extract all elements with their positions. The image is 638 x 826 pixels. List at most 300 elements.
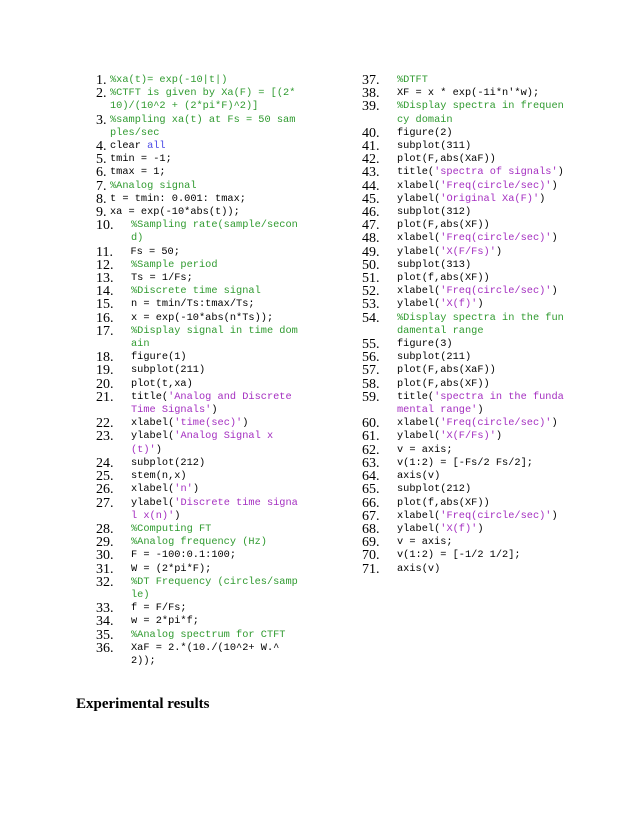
code-line bbox=[96, 180, 298, 193]
line-number: 39. bbox=[362, 99, 380, 115]
code-text bbox=[131, 298, 298, 311]
line-number: 4. bbox=[96, 139, 107, 155]
code-token: ylabel( bbox=[397, 245, 441, 258]
line-number: 17. bbox=[96, 323, 114, 339]
line-number-gap bbox=[380, 510, 398, 523]
line-number: 50. bbox=[362, 257, 380, 273]
code-text bbox=[131, 272, 298, 285]
code-text bbox=[110, 87, 298, 113]
line-number-gap bbox=[114, 497, 132, 510]
code-text bbox=[131, 549, 298, 562]
code-line bbox=[96, 549, 298, 562]
line-number-gap bbox=[114, 219, 132, 232]
code-text bbox=[397, 417, 568, 430]
code-text bbox=[397, 140, 568, 153]
code-text bbox=[397, 470, 568, 483]
code-token: v(1:2) = [-Fs/2 Fs/2]; bbox=[397, 456, 533, 469]
code-text bbox=[131, 378, 298, 391]
code-text bbox=[110, 74, 298, 87]
code-token: xlabel( bbox=[397, 285, 441, 298]
code-text bbox=[397, 166, 568, 179]
line-number-gap bbox=[114, 629, 132, 642]
code-token: tmax = 1; bbox=[110, 166, 166, 179]
code-token: figure(1) bbox=[131, 351, 187, 364]
line-number: 49. bbox=[362, 244, 380, 260]
code-line bbox=[96, 378, 298, 391]
code-token: subplot(212) bbox=[397, 483, 472, 496]
code-text bbox=[131, 576, 298, 602]
code-line bbox=[362, 312, 568, 338]
code-text bbox=[110, 140, 298, 153]
line-number-gap bbox=[114, 391, 132, 404]
code-text bbox=[131, 259, 298, 272]
line-number-gap bbox=[114, 298, 132, 311]
code-token: ) bbox=[174, 509, 181, 522]
code-comment: %CTFT is given by Xa(F) = [(2*10)/(10^2 + (2*pi*F)^2)] bbox=[110, 87, 296, 113]
code-token: xlabel( bbox=[397, 179, 441, 192]
line-number: 33. bbox=[96, 601, 114, 617]
code-text bbox=[131, 417, 298, 430]
line-number: 27. bbox=[96, 495, 114, 511]
line-number: 68. bbox=[362, 521, 380, 537]
line-number: 9. bbox=[96, 205, 107, 221]
code-string: 'Freq(circle/sec)' bbox=[440, 285, 552, 298]
code-text bbox=[131, 497, 298, 523]
code-comment: %sampling xa(t) at Fs = 50 samples/sec bbox=[110, 113, 296, 139]
code-comment: %Analog signal bbox=[110, 179, 197, 192]
code-text bbox=[131, 312, 298, 325]
code-line bbox=[362, 510, 568, 523]
code-token: ) bbox=[495, 430, 503, 443]
line-number: 45. bbox=[362, 191, 380, 207]
code-token: ) bbox=[551, 179, 558, 192]
code-line bbox=[96, 642, 298, 668]
code-token: ylabel( bbox=[397, 430, 441, 443]
line-number-gap bbox=[380, 444, 398, 457]
code-comment: %Display spectra in frequency domain bbox=[397, 100, 564, 126]
line-number: 65. bbox=[362, 482, 380, 498]
code-text bbox=[397, 74, 568, 87]
line-number-gap bbox=[114, 642, 132, 655]
code-comment: %Computing FT bbox=[131, 522, 212, 535]
code-text bbox=[397, 87, 568, 100]
code-text bbox=[110, 193, 298, 206]
code-text bbox=[131, 523, 298, 536]
line-number-gap bbox=[114, 312, 132, 325]
code-text bbox=[110, 180, 298, 193]
code-text bbox=[131, 483, 298, 496]
line-number: 20. bbox=[96, 376, 114, 392]
code-line bbox=[96, 430, 298, 456]
code-string: 'Freq(circle/sec)' bbox=[440, 232, 552, 245]
line-number: 31. bbox=[96, 561, 114, 577]
code-token: w = 2*pi*f; bbox=[131, 615, 199, 628]
code-text bbox=[397, 180, 568, 193]
line-number: 30. bbox=[96, 548, 114, 564]
code-token: subplot(312) bbox=[397, 206, 472, 219]
code-text bbox=[397, 338, 568, 351]
code-text bbox=[397, 232, 568, 245]
code-token: plot(F,abs(XF)) bbox=[397, 219, 490, 232]
code-line bbox=[96, 312, 298, 325]
line-number: 54. bbox=[362, 310, 380, 326]
line-number-gap bbox=[380, 364, 398, 377]
line-number: 64. bbox=[362, 469, 380, 485]
code-text bbox=[397, 100, 568, 126]
code-token: f = F/Fs; bbox=[131, 602, 187, 615]
code-line bbox=[362, 391, 568, 417]
line-number: 37. bbox=[362, 73, 380, 88]
code-token: ylabel( bbox=[397, 522, 441, 535]
line-number-gap bbox=[380, 100, 398, 113]
line-number: 11. bbox=[96, 244, 113, 260]
code-text bbox=[397, 285, 568, 298]
code-token: subplot(313) bbox=[397, 258, 472, 271]
code-token: ) bbox=[242, 417, 249, 430]
code-text bbox=[130, 246, 298, 259]
line-number: 51. bbox=[362, 271, 380, 287]
line-number-gap bbox=[380, 549, 398, 562]
code-comment: %xa(t)= exp(-10|t|) bbox=[110, 74, 228, 86]
code-text bbox=[397, 444, 568, 457]
line-number: 6. bbox=[96, 165, 107, 181]
code-text bbox=[397, 351, 568, 364]
code-text bbox=[131, 602, 298, 615]
code-line bbox=[362, 430, 568, 443]
code-text bbox=[397, 127, 568, 140]
code-token: subplot(212) bbox=[131, 456, 206, 469]
code-token: subplot(211) bbox=[131, 364, 206, 377]
line-number: 44. bbox=[362, 178, 380, 194]
code-line bbox=[96, 193, 298, 206]
code-string: 'n' bbox=[174, 483, 193, 496]
line-number: 36. bbox=[96, 640, 114, 656]
line-number: 21. bbox=[96, 389, 114, 405]
line-number-gap bbox=[114, 483, 132, 496]
code-text bbox=[131, 325, 298, 351]
code-token: ) bbox=[192, 483, 199, 496]
code-token: ylabel( bbox=[397, 192, 441, 205]
line-number: 29. bbox=[96, 535, 114, 551]
code-text bbox=[110, 206, 298, 219]
line-number-gap bbox=[380, 378, 398, 391]
line-number: 53. bbox=[362, 297, 380, 313]
code-comment: %Discrete time signal bbox=[131, 285, 261, 298]
code-token: title( bbox=[131, 390, 169, 403]
code-line bbox=[362, 100, 568, 126]
code-text bbox=[397, 483, 568, 496]
code-line bbox=[96, 114, 298, 140]
code-token: figure(3) bbox=[397, 338, 453, 351]
code-token: plot(t,xa) bbox=[131, 377, 193, 390]
code-string: 'Analog Signal x(t)' bbox=[131, 430, 274, 456]
code-text bbox=[397, 378, 568, 391]
code-line bbox=[362, 549, 568, 562]
line-number: 22. bbox=[96, 416, 114, 432]
line-number: 66. bbox=[362, 495, 380, 511]
line-number: 10. bbox=[96, 218, 114, 234]
code-token: ) bbox=[539, 192, 546, 205]
code-token: ) bbox=[211, 404, 218, 417]
line-number: 61. bbox=[362, 429, 380, 445]
code-token: xlabel( bbox=[397, 509, 441, 522]
code-line bbox=[362, 166, 568, 179]
code-line bbox=[96, 246, 298, 259]
code-comment: %Display signal in time domain bbox=[131, 324, 298, 351]
code-token: v = axis; bbox=[397, 443, 453, 456]
code-line bbox=[96, 615, 298, 628]
line-number-gap bbox=[380, 232, 398, 245]
line-number: 63. bbox=[362, 455, 380, 471]
line-number: 67. bbox=[362, 508, 380, 524]
code-token: Ts = 1/Fs; bbox=[131, 272, 193, 285]
code-token: t = tmin: 0.001: tmax; bbox=[110, 192, 246, 205]
line-number: 40. bbox=[362, 125, 380, 141]
line-number: 46. bbox=[362, 205, 380, 221]
line-number: 35. bbox=[96, 627, 114, 643]
line-number: 43. bbox=[362, 165, 380, 181]
line-number-gap bbox=[114, 576, 132, 589]
code-token: F = -100:0.1:100; bbox=[131, 549, 237, 562]
line-number: 48. bbox=[362, 231, 380, 247]
code-token: ) bbox=[155, 443, 162, 456]
code-text bbox=[397, 563, 568, 576]
code-line bbox=[362, 563, 568, 576]
code-comment: %Sampling rate(sample/second) bbox=[131, 219, 298, 245]
code-line bbox=[96, 87, 298, 113]
line-number: 41. bbox=[362, 139, 380, 155]
line-number-gap bbox=[380, 430, 398, 443]
code-token: plot(F,abs(XaF)) bbox=[397, 153, 496, 166]
code-text bbox=[397, 457, 568, 470]
line-number: 70. bbox=[362, 548, 380, 564]
line-number: 32. bbox=[96, 574, 114, 590]
code-line bbox=[96, 219, 298, 245]
line-number-gap bbox=[113, 246, 131, 259]
code-token: xlabel( bbox=[397, 417, 441, 430]
code-token: ) bbox=[551, 232, 558, 245]
code-text bbox=[131, 563, 298, 576]
code-text bbox=[397, 193, 568, 206]
code-line bbox=[96, 483, 298, 496]
code-token: ) bbox=[551, 417, 558, 430]
code-line bbox=[362, 232, 568, 245]
code-text bbox=[131, 457, 298, 470]
code-line bbox=[96, 629, 298, 642]
line-number-gap bbox=[380, 180, 398, 193]
code-line bbox=[362, 444, 568, 457]
code-token: ylabel( bbox=[131, 430, 175, 443]
code-text bbox=[131, 629, 298, 642]
code-text bbox=[131, 364, 298, 377]
line-number: 71. bbox=[362, 561, 380, 577]
code-line bbox=[96, 140, 298, 153]
code-text bbox=[397, 510, 568, 523]
code-keyword: all bbox=[147, 140, 166, 153]
code-token: xa = exp(-10*abs(t)); bbox=[110, 206, 240, 219]
code-line bbox=[362, 497, 568, 510]
code-token: subplot(211) bbox=[397, 351, 472, 364]
line-number: 56. bbox=[362, 350, 380, 366]
code-token: plot(F,abs(XaF)) bbox=[397, 364, 496, 377]
line-number: 52. bbox=[362, 284, 380, 300]
code-text bbox=[110, 166, 298, 179]
line-number: 55. bbox=[362, 337, 380, 353]
code-token: title( bbox=[397, 166, 435, 179]
line-number: 13. bbox=[96, 271, 114, 287]
code-string: 'X(F/Fs)' bbox=[440, 430, 496, 443]
code-token: plot(f,abs(XF)) bbox=[397, 496, 490, 509]
line-number-gap bbox=[114, 430, 132, 443]
code-text bbox=[131, 351, 298, 364]
code-token: v(1:2) = [-1/2 1/2]; bbox=[397, 549, 521, 562]
line-number-gap bbox=[114, 325, 132, 338]
code-token: Fs = 50; bbox=[130, 245, 180, 258]
code-token: tmin = -1; bbox=[110, 153, 172, 166]
line-number: 58. bbox=[362, 376, 380, 392]
line-number: 16. bbox=[96, 310, 114, 326]
line-number: 34. bbox=[96, 614, 114, 630]
code-token: ) bbox=[551, 285, 558, 298]
code-text bbox=[110, 153, 298, 166]
code-line bbox=[96, 153, 298, 166]
line-number: 19. bbox=[96, 363, 114, 379]
code-text bbox=[397, 272, 568, 285]
code-listing-right-column bbox=[362, 74, 568, 576]
code-text bbox=[397, 391, 568, 417]
code-string: 'spectra of signals' bbox=[434, 166, 558, 179]
code-token: xlabel( bbox=[131, 417, 175, 430]
code-line bbox=[96, 74, 298, 87]
code-token: stem(n,x) bbox=[131, 470, 187, 483]
code-token: n = tmin/Ts:tmax/Ts; bbox=[131, 298, 255, 311]
line-number: 57. bbox=[362, 363, 380, 379]
code-string: 'X(f)' bbox=[440, 522, 478, 535]
line-number-gap bbox=[114, 615, 132, 628]
code-text bbox=[397, 312, 568, 338]
code-line bbox=[362, 246, 568, 259]
code-token: axis(v) bbox=[397, 470, 441, 483]
code-listing-left-column bbox=[96, 74, 298, 668]
code-token: axis(v) bbox=[397, 562, 441, 575]
code-comment: %Sample period bbox=[131, 258, 218, 271]
code-comment: %Analog spectrum for CTFT bbox=[131, 628, 286, 641]
line-number-gap bbox=[380, 563, 398, 576]
code-text bbox=[110, 114, 298, 140]
code-string: 'Discrete time signal x(n)' bbox=[131, 496, 298, 522]
code-text bbox=[397, 246, 568, 259]
line-number: 8. bbox=[96, 191, 107, 207]
code-line bbox=[362, 364, 568, 377]
code-string: 'spectra in the fundamental range' bbox=[397, 390, 564, 417]
code-text bbox=[397, 430, 568, 443]
code-text bbox=[397, 536, 568, 549]
code-token: subplot(311) bbox=[397, 140, 472, 153]
code-string: 'Freq(circle/sec)' bbox=[440, 179, 552, 192]
code-text bbox=[397, 549, 568, 562]
code-token: plot(F,abs(XF)) bbox=[397, 377, 490, 390]
code-token: ) bbox=[557, 166, 564, 179]
line-number-gap bbox=[380, 483, 398, 496]
line-number-gap bbox=[380, 391, 398, 404]
line-number: 12. bbox=[96, 257, 114, 273]
line-number: 2. bbox=[96, 86, 107, 102]
line-number: 23. bbox=[96, 429, 114, 445]
code-token: ) bbox=[551, 509, 558, 522]
code-line bbox=[96, 563, 298, 576]
code-text bbox=[131, 536, 298, 549]
code-token: ) bbox=[477, 404, 484, 417]
line-number: 38. bbox=[362, 86, 380, 102]
code-token: v = axis; bbox=[397, 536, 453, 549]
code-line bbox=[96, 391, 298, 417]
code-line bbox=[362, 378, 568, 391]
code-line bbox=[362, 298, 568, 311]
line-number-gap bbox=[114, 549, 132, 562]
line-number: 1. bbox=[96, 73, 107, 88]
line-number-gap bbox=[380, 497, 398, 510]
line-number: 15. bbox=[96, 297, 114, 313]
line-number: 14. bbox=[96, 284, 114, 300]
code-token: ) bbox=[495, 245, 503, 258]
line-number: 69. bbox=[362, 535, 380, 551]
line-number: 18. bbox=[96, 350, 114, 366]
code-line bbox=[96, 364, 298, 377]
code-text bbox=[397, 497, 568, 510]
line-number: 59. bbox=[362, 389, 380, 405]
line-number: 3. bbox=[96, 112, 107, 128]
line-number: 7. bbox=[96, 178, 107, 194]
code-text bbox=[131, 391, 298, 417]
code-token: xlabel( bbox=[131, 483, 175, 496]
code-text bbox=[131, 470, 298, 483]
line-number: 24. bbox=[96, 455, 114, 471]
code-token: xlabel( bbox=[397, 232, 441, 245]
code-text bbox=[131, 430, 298, 456]
code-token: figure(2) bbox=[397, 126, 453, 139]
line-number: 62. bbox=[362, 442, 380, 458]
code-token: ) bbox=[477, 298, 484, 311]
line-number-gap bbox=[380, 298, 398, 311]
code-comment: %DTFT bbox=[397, 74, 428, 86]
code-token: W = (2*pi*F); bbox=[131, 562, 212, 575]
code-text bbox=[397, 364, 568, 377]
line-number: 42. bbox=[362, 152, 380, 168]
line-number-gap bbox=[380, 246, 398, 259]
code-string: 'X(f)' bbox=[440, 298, 478, 311]
code-text bbox=[131, 219, 298, 245]
code-text bbox=[397, 219, 568, 232]
code-line bbox=[96, 576, 298, 602]
code-token: x = exp(-10*abs(n*Ts)); bbox=[131, 311, 274, 324]
code-comment: %Analog frequency (Hz) bbox=[131, 536, 267, 549]
line-number: 5. bbox=[96, 152, 107, 168]
line-number: 47. bbox=[362, 218, 380, 234]
line-number-gap bbox=[114, 563, 132, 576]
code-token: ylabel( bbox=[397, 298, 441, 311]
line-number: 26. bbox=[96, 482, 114, 498]
code-token: ) bbox=[477, 522, 484, 535]
code-token: plot(f,abs(XF)) bbox=[397, 272, 490, 285]
code-string: 'Analog and Discrete Time Signals' bbox=[131, 390, 298, 417]
code-text bbox=[397, 259, 568, 272]
code-line bbox=[96, 298, 298, 311]
line-number-gap bbox=[380, 166, 398, 179]
line-number: 60. bbox=[362, 416, 380, 432]
line-number-gap bbox=[114, 378, 132, 391]
code-text bbox=[397, 153, 568, 166]
code-line bbox=[362, 483, 568, 496]
